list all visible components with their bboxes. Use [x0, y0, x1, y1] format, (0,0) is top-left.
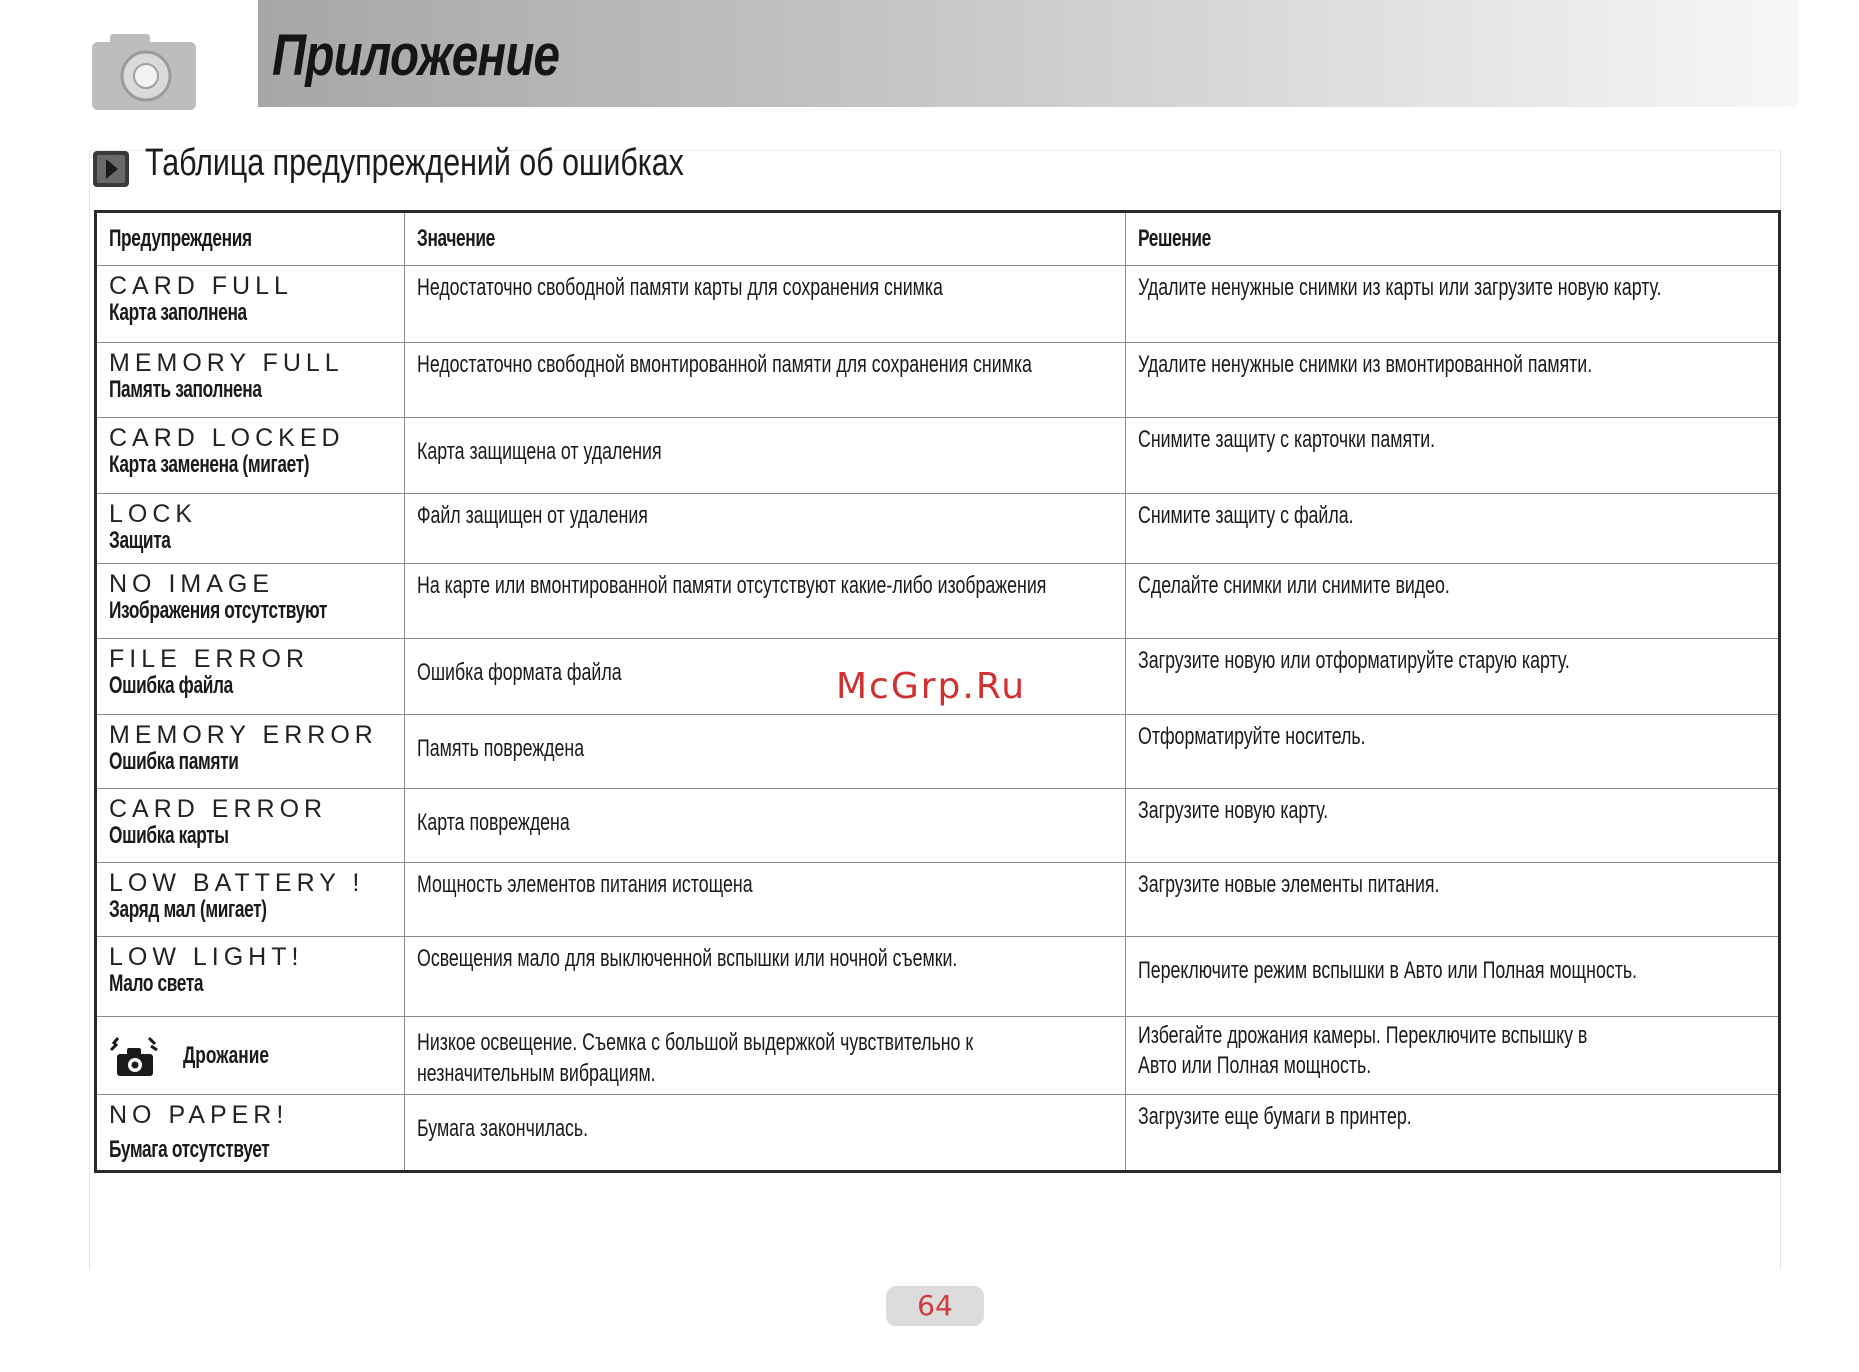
- warning-cell: [96, 266, 405, 343]
- table-row: [96, 937, 1780, 1017]
- solution-cell: Загрузите новую или отформатируйте старую карту.: [1126, 639, 1780, 715]
- warning-label: Заряд мал (мигает): [109, 896, 267, 923]
- warning-label: Бумага отсутствует: [109, 1136, 270, 1163]
- frame-left-line: [89, 150, 90, 1270]
- meaning-cell: Файл защищен от удаления: [405, 494, 1126, 564]
- warning-label: Ошибка памяти: [109, 748, 239, 775]
- meaning-cell: Недостаточно свободной вмонтированной памяти для сохранения снимка: [405, 343, 1126, 418]
- solution-cell: Удалите ненужные снимки из вмонтированной памяти.: [1126, 343, 1780, 418]
- watermark: McGrp.Ru: [836, 666, 1027, 707]
- solution-cell: Переключите режим вспышки в Авто или Полная мощность.: [1126, 937, 1780, 1017]
- warning-cell: [96, 1095, 405, 1172]
- warning-cell: [96, 494, 405, 564]
- table-row: [96, 343, 1780, 418]
- shake-wrap: [109, 1017, 392, 1094]
- page-title: Приложение: [272, 23, 560, 88]
- section-arrow-icon: [92, 150, 130, 188]
- meaning-cell: Мощность элементов питания истощена: [405, 863, 1126, 937]
- warning-code: NO IMAGE: [109, 570, 275, 598]
- warning-label: Ошибка карты: [109, 822, 229, 849]
- warning-label: Карта заполнена: [109, 299, 247, 326]
- solution-cell: Отформатируйте носитель.: [1126, 715, 1780, 789]
- solution-cell: Избегайте дрожания камеры. Переключите вспышку в Авто или Полная мощность.: [1126, 1017, 1780, 1095]
- warning-label: Дрожание: [183, 1041, 269, 1069]
- page-number: 64: [886, 1286, 984, 1326]
- table-row: [96, 1017, 1780, 1095]
- column-header-solution: Решение: [1126, 212, 1780, 266]
- table-row: [96, 418, 1780, 494]
- column-header-warnings: Предупреждения: [96, 212, 405, 266]
- warning-label: Ошибка файла: [109, 672, 233, 699]
- meaning-cell: Освещения мало для выключенной вспышки или ночной съемки.: [405, 937, 1126, 1017]
- table-header-row: [96, 212, 1780, 266]
- meaning-cell: На карте или вмонтированной памяти отсутствуют какие-либо изображения: [405, 564, 1126, 639]
- section-title: Таблица предупреждений об ошибках: [145, 142, 684, 184]
- table-row: [96, 494, 1780, 564]
- solution-cell: Снимите защиту с карточки памяти.: [1126, 418, 1780, 494]
- solution-cell: Снимите защиту с файла.: [1126, 494, 1780, 564]
- warning-label: Карта заменена (мигает): [109, 451, 310, 478]
- warning-cell: [96, 715, 405, 789]
- warning-code: LOCK: [109, 500, 198, 528]
- warning-code: MEMORY FULL: [109, 349, 344, 377]
- warning-cell: [96, 789, 405, 863]
- warning-code: LOW BATTERY !: [109, 869, 365, 897]
- warning-label: Изображения отсутствуют: [109, 597, 327, 624]
- warning-label: Мало света: [109, 970, 204, 997]
- column-header-meaning: Значение: [405, 212, 1126, 266]
- warning-cell: [96, 863, 405, 937]
- table-row: [96, 564, 1780, 639]
- warning-cell: [96, 343, 405, 418]
- camera-icon: [90, 30, 200, 112]
- warning-code: MEMORY ERROR: [109, 721, 378, 749]
- meaning-cell: Память повреждена: [405, 715, 1126, 789]
- solution-cell: Сделайте снимки или снимите видео.: [1126, 564, 1780, 639]
- table-row: [96, 715, 1780, 789]
- meaning-cell: Бумага закончилась.: [405, 1095, 1126, 1172]
- warning-cell: [96, 937, 405, 1017]
- table-row: [96, 789, 1780, 863]
- warning-code: CARD ERROR: [109, 795, 328, 823]
- warning-label: Память заполнена: [109, 376, 262, 403]
- warning-code: CARD FULL: [109, 272, 293, 300]
- solution-cell: Загрузите еще бумаги в принтер.: [1126, 1095, 1780, 1172]
- solution-cell: Загрузите новые элементы питания.: [1126, 863, 1780, 937]
- warning-label: Защита: [109, 527, 171, 554]
- solution-cell: Загрузите новую карту.: [1126, 789, 1780, 863]
- table-row: [96, 1095, 1780, 1172]
- warning-cell: [96, 1017, 405, 1095]
- warning-code: LOW LIGHT!: [109, 943, 304, 971]
- meaning-cell: Карта повреждена: [405, 789, 1126, 863]
- table-row: [96, 863, 1780, 937]
- warning-code: NO PAPER!: [109, 1101, 289, 1129]
- solution-cell: Удалите ненужные снимки из карты или загрузите новую карту.: [1126, 266, 1780, 343]
- meaning-cell: Недостаточно свободной памяти карты для сохранения снимка: [405, 266, 1126, 343]
- meaning-cell: Карта защищена от удаления: [405, 418, 1126, 494]
- camera-shake-icon: [109, 1034, 161, 1078]
- warning-cell: [96, 418, 405, 494]
- warning-cell: [96, 639, 405, 715]
- warning-cell: [96, 564, 405, 639]
- meaning-cell: Низкое освещение. Съемка с большой выдержкой чувствительно к незначительным вибрациям.: [405, 1017, 1126, 1095]
- table-row: [96, 266, 1780, 343]
- warning-code: CARD LOCKED: [109, 424, 345, 452]
- meaning-cell: Ошибка формата файла: [405, 639, 1126, 715]
- warning-code: FILE ERROR: [109, 645, 310, 673]
